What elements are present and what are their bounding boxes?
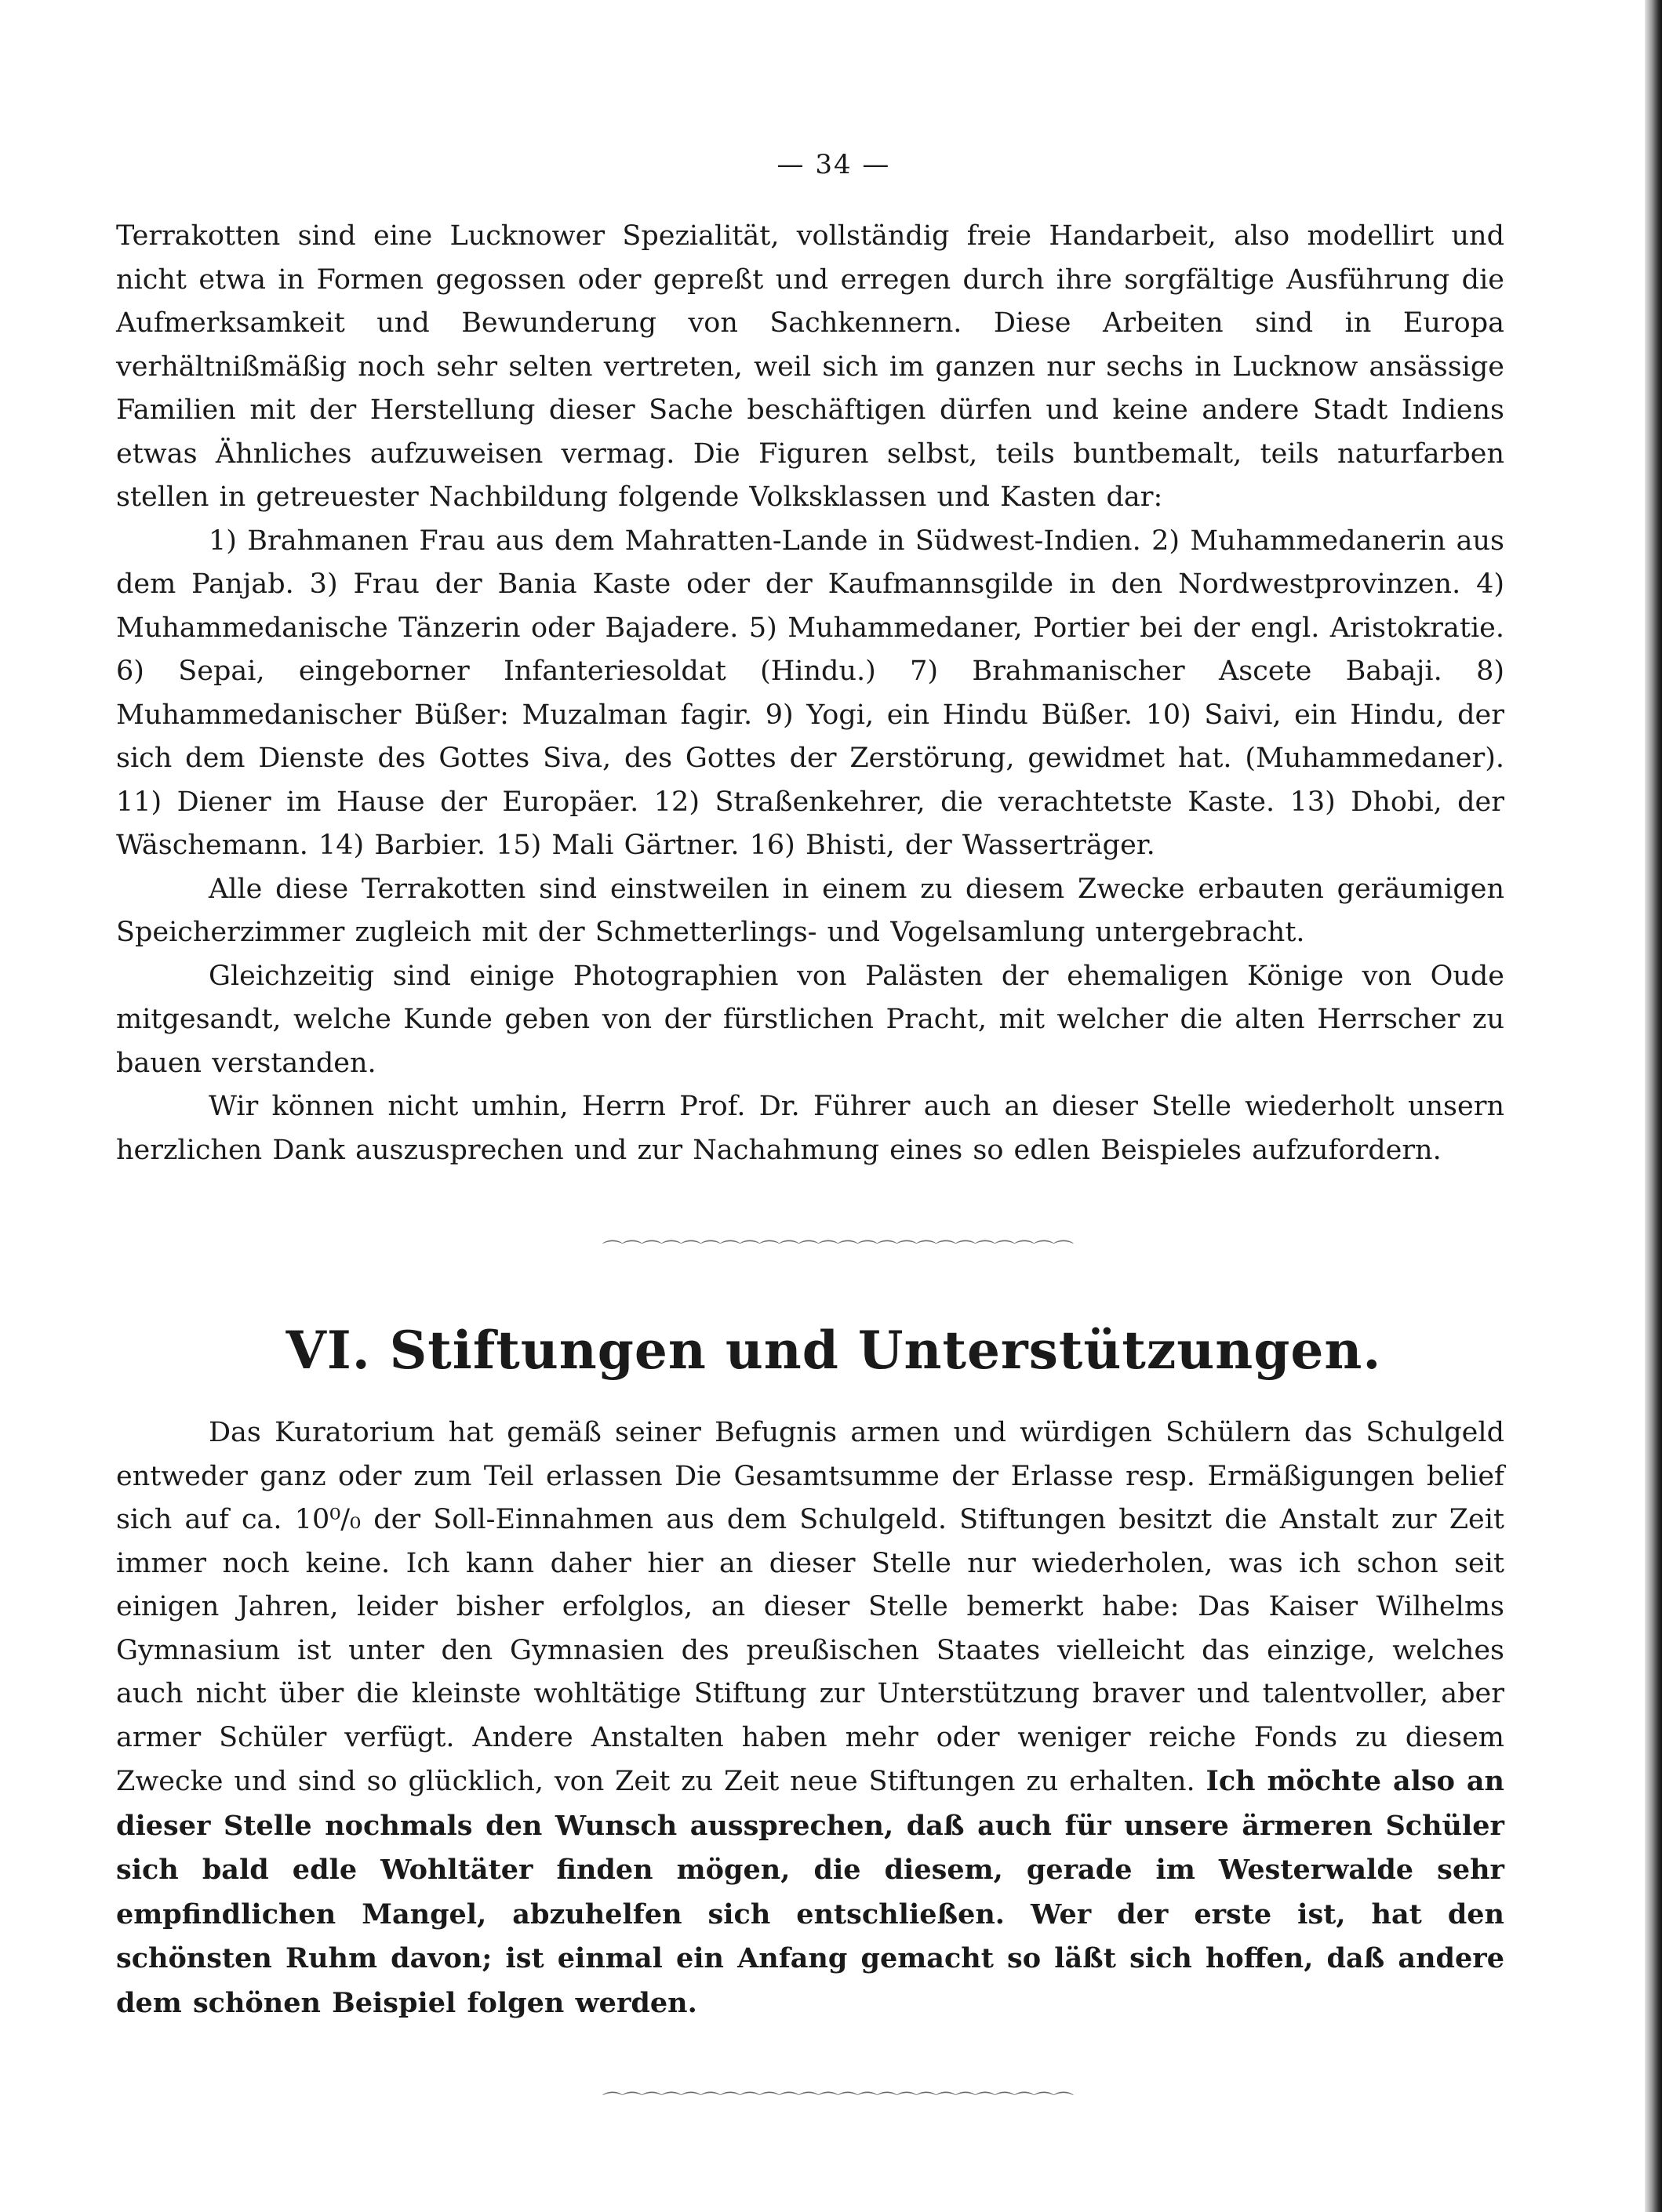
paragraph-figure-list: 1) Brahmanen Frau aus dem Mahratten-Lande in Südwest-Indien. 2) Muhammedanerin aus dem Panjab. 3) Frau der Bania Kaste oder der Kaufmannsgilde in den Nordwestprovinzen. 4) Muhammedanische Tänzerin oder Bajadere. 5) Muhammedaner, Portier bei der engl. Aristokratie. 6) Sepai, eingeborner Infanteriesoldat (Hindu.) 7) Brahmanischer Ascete Babaji. 8) Muhammedanischer Büßer: Muzalman fagir. 9) Yogi, ein Hindu Büßer. 10) Saivi, ein Hindu, der sich dem Dienste des Gottes Siva, des Gottes der Zerstörung, gewidmet hat. (Muhammedaner). 11) Diener im Hause der Europäer. 12) Straßenkehrer, die verachtetste Kaste. 13) Dhobi, der Wäschemann. 14) Barbier. 15) Mali Gärtner. 16) Bhisti, der Wasserträger. — [116, 525, 1504, 861]
paragraph-photographs: Gleichzeitig sind einige Photographien von Palästen der ehemaligen Könige von Oude mitgesandt, welche Kunde geben von der fürstlichen Pracht, mit welcher die alten Herrscher zu bauen verstanden. — [116, 960, 1504, 1079]
paragraph-kuratorium: Das Kuratorium hat gemäß seiner Befugnis armen und würdigen Schülern das Schulgeld entweder ganz oder zum Teil erlassen Die Gesamtsumme der Erlasse resp. Ermäßigungen belief sich auf ca. 10⁰/₀ der Soll-Einnahmen aus dem Schulgeld. Stiftungen besitzt die Anstalt zur Zeit immer noch keine. Ich kann daher hier an dieser Stelle nur wiederholen, was ich schon seit einigen Jahren, leider bisher erfolglos, an dieser Stelle bemerkt habe: Das Kaiser Wilhelms Gymnasium ist unter den Gymnasien des preußischen Staates vielleicht das einzige, welches auch nicht über die kleinste wohltätige Stiftung zur Unterstützung braver und talentvoller, aber armer Schüler verfügt. Andere Anstalten haben mehr oder weniger reiche Fonds zu diesem Zwecke und sind so glücklich, von Zeit zu Zeit neue Stiftungen zu erhalten. — [116, 1417, 1504, 1797]
page-number: — 34 — — [776, 149, 891, 180]
paragraph-terrakotten: Terrakotten sind eine Lucknower Spezialität, vollständig freie Handarbeit, also modellirt und nicht etwa in Formen gegossen oder gepreßt und erregen durch ihre sorgfältige Ausführung die Aufmerksamkeit und Bewunderung von Sachkennern. Diese Arbeiten sind in Europa verhältnißmäßig noch sehr selten vertreten, weil sich im ganzen nur sechs in Lucknow ansässige Familien mit der Herstellung dieser Sache beschäftigen dürfen und keine andere Stadt Indiens etwas Ähnliches aufzuweisen vermag. Die Figuren selbst, teils buntbemalt, teils naturfarben stellen in getreuester Nachbildung folgende Volksklassen und Kasten dar: — [116, 220, 1504, 513]
document-page — [116, 149, 1504, 2116]
paragraph-storage: Alle diese Terrakotten sind einstweilen in einem zu diesem Zwecke erbauten geräumigen Speicherzimmer zugleich mit der Schmetterlings- und Vogelsamlung untergebracht. — [116, 873, 1504, 948]
section-body — [116, 1411, 1504, 2025]
paragraph-thanks: Wir können nicht umhin, Herrn Prof. Dr. Führer auch an dieser Stelle wiederholt unsern herzlichen Dank auszusprechen und zur Nachahmung eines so edlen Beispieles aufzufordern. — [116, 1091, 1504, 1166]
section-heading: VI. Stiftungen und Unterstützungen. — [285, 1320, 1382, 1381]
ornament-divider-top: ⌒⌒⌒⌒⌒⌒⌒⌒⌒⌒⌒⌒⌒⌒⌒⌒⌒⌒⌒⌒⌒⌒⌒⌒ — [602, 1240, 1073, 1263]
scan-edge-shadow — [1645, 0, 1662, 2212]
ornament-divider-bottom: ⌒⌒⌒⌒⌒⌒⌒⌒⌒⌒⌒⌒⌒⌒⌒⌒⌒⌒⌒⌒⌒⌒⌒⌒ — [602, 2091, 1073, 2115]
paragraph-appeal: Ich möchte also an dieser Stelle nochmals den Wunsch aussprechen, daß auch für unsere ärmeren Schüler sich bald edle Wohltäter finden mögen, die diesem, gerade im Westerwalde sehr empfindlichen Mangel, abzuhelfen sich entschließen. Wer der erste ist, hat den schönsten Ruhm davon; ist einmal ein Anfang gemacht so läßt sich hoffen, daß andere dem schönen Beispiel folgen werden. — [116, 1765, 1505, 2019]
